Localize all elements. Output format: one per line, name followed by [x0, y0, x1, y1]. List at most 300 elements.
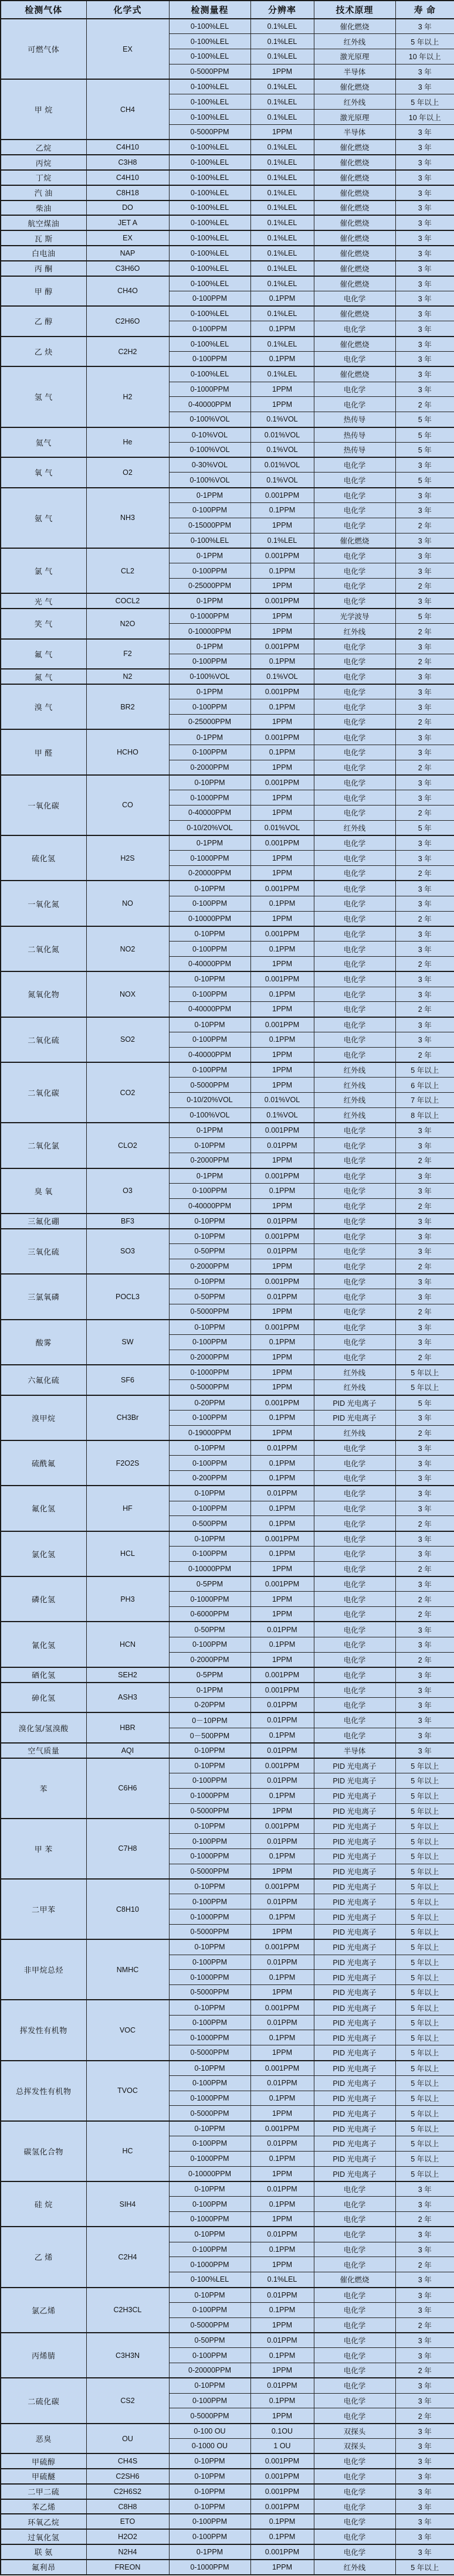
technology-cell: 电化学	[314, 593, 395, 609]
range-cell: 0-100%LEL	[169, 337, 250, 352]
range-cell: 0-10PPM	[169, 1214, 250, 1229]
technology-cell: PID 光电离子	[314, 1848, 395, 1864]
range-cell: 0-100PPM	[169, 745, 250, 760]
range-cell: 0-100PPM	[169, 1456, 250, 1471]
technology-cell: PID 光电离子	[314, 2061, 395, 2076]
lifespan-cell: 3 年	[395, 64, 454, 79]
resolution-cell: 0.001PPM	[250, 593, 314, 609]
gas-name-cell: 甲 醇	[1, 276, 86, 307]
gas-name-cell: 二甲二硫	[1, 2484, 86, 2499]
technology-cell: PID 光电离子	[314, 1410, 395, 1425]
resolution-cell: 1PPM	[250, 1350, 314, 1365]
header-technology: 技术原理	[314, 1, 395, 19]
gas-name-cell: 氢 气	[1, 366, 86, 427]
resolution-cell: 1PPM	[250, 2560, 314, 2575]
lifespan-cell: 5 年以上	[395, 2061, 454, 2076]
technology-cell: PID 光电离子	[314, 2091, 395, 2106]
formula-cell: POCL3	[86, 1274, 169, 1319]
gas-name-cell: 白电油	[1, 246, 86, 261]
range-cell: 0-10PPM	[169, 881, 250, 896]
formula-cell: SF6	[86, 1365, 169, 1395]
formula-cell: C8H10	[86, 1879, 169, 1939]
resolution-cell: 0.1PPM	[250, 1471, 314, 1486]
resolution-cell: 0.001PPM	[250, 729, 314, 745]
resolution-cell: 1PPM	[250, 866, 314, 881]
resolution-cell: 1PPM	[250, 1985, 314, 2000]
resolution-cell: 1PPM	[250, 790, 314, 806]
lifespan-cell: 3 年	[395, 19, 454, 34]
gas-name-cell: 甲 醛	[1, 729, 86, 774]
resolution-cell: 0.1PPM	[250, 563, 314, 579]
lifespan-cell: 3 年	[395, 896, 454, 911]
range-cell: 0-100PPM	[169, 503, 250, 518]
technology-cell: 电化学	[314, 1516, 395, 1531]
technology-cell: 电化学	[314, 2181, 395, 2197]
technology-cell: 电化学	[314, 1259, 395, 1274]
table-row	[1, 1683, 454, 1698]
table-row	[1, 427, 454, 443]
range-cell: 0-100PPM	[169, 1637, 250, 1652]
lifespan-cell: 3 年	[395, 563, 454, 579]
technology-cell: 电化学	[314, 1274, 395, 1289]
resolution-cell: 1PPM	[250, 2212, 314, 2227]
range-cell: 0-2000PPM	[169, 1652, 250, 1667]
gas-name-cell: 溴化氢/氢溴酸	[1, 1712, 86, 1743]
resolution-cell: 0.1PPM	[250, 942, 314, 957]
technology-cell: 电化学	[314, 473, 395, 488]
range-cell: 0-100PPM	[169, 699, 250, 715]
technology-cell: 电化学	[314, 775, 395, 790]
formula-cell: HCN	[86, 1622, 169, 1667]
formula-cell: C2H2	[86, 337, 169, 367]
range-cell: 0-100 OU	[169, 2424, 250, 2439]
lifespan-cell: 5 年以上	[395, 1788, 454, 1803]
range-cell: 0-5000PPM	[169, 1985, 250, 2000]
resolution-cell: 0.1%LEL	[250, 170, 314, 185]
resolution-cell: 0.1PPM	[250, 1788, 314, 1803]
gas-name-cell: 氯化氢	[1, 1531, 86, 1576]
technology-cell: 催化燃烧	[314, 215, 395, 230]
formula-cell: C8H8	[86, 2499, 169, 2514]
technology-cell: PID 光电离子	[314, 1879, 395, 1894]
gas-name-cell: 丁烷	[1, 170, 86, 185]
table-row	[1, 1879, 454, 1894]
technology-cell: 催化燃烧	[314, 185, 395, 200]
technology-cell: 电化学	[314, 2514, 395, 2529]
table-row	[1, 488, 454, 503]
resolution-cell: 1PPM	[250, 1380, 314, 1395]
formula-cell: BF3	[86, 1214, 169, 1229]
lifespan-cell: 3 年	[395, 684, 454, 699]
lifespan-cell: 2 年	[395, 1516, 454, 1531]
range-cell: 0-15000PPM	[169, 518, 250, 533]
range-cell: 0-100PPM	[169, 1334, 250, 1350]
header-lifespan: 寿 命	[395, 1, 454, 19]
lifespan-cell: 3 年	[395, 971, 454, 987]
resolution-cell: 0.001PPM	[250, 1758, 314, 1773]
range-cell: 0-1PPM	[169, 593, 250, 609]
resolution-cell: 0.1%VOL	[250, 1107, 314, 1123]
formula-cell: COCL2	[86, 593, 169, 609]
technology-cell: 电化学	[314, 654, 395, 669]
resolution-cell: 0.1%VOL	[250, 442, 314, 457]
gas-name-cell: 甲 烷	[1, 79, 86, 140]
technology-cell: 电化学	[314, 2288, 395, 2303]
lifespan-cell: 5 年	[395, 473, 454, 488]
range-cell: 0-100PPM	[169, 1546, 250, 1561]
technology-cell: 电化学	[314, 926, 395, 942]
table-row	[1, 2333, 454, 2348]
lifespan-cell: 3 年	[395, 366, 454, 382]
resolution-cell: 1PPM	[250, 2317, 314, 2333]
technology-cell: 半导体	[314, 125, 395, 140]
range-cell: 0-100PPM	[169, 2529, 250, 2544]
technology-cell: 光学波导	[314, 609, 395, 624]
lifespan-cell: 5 年以上	[395, 2091, 454, 2106]
lifespan-cell: 2 年	[395, 1002, 454, 1017]
lifespan-cell: 2 年	[395, 911, 454, 926]
technology-cell: PID 光电离子	[314, 1834, 395, 1849]
resolution-cell: 0.01PPM	[250, 2075, 314, 2091]
gas-name-cell: 氯 气	[1, 548, 86, 593]
resolution-cell: 0.1PPM	[250, 2030, 314, 2045]
resolution-cell: 0.01PPM	[250, 2181, 314, 2197]
table-row	[1, 170, 454, 185]
technology-cell: 电化学	[314, 866, 395, 881]
lifespan-cell: 5 年	[395, 1395, 454, 1411]
technology-cell: 电化学	[314, 1486, 395, 1501]
resolution-cell: 0.001PPM	[250, 1017, 314, 1032]
lifespan-cell: 3 年	[395, 548, 454, 563]
formula-cell: BR2	[86, 684, 169, 729]
formula-cell: CO2	[86, 1062, 169, 1123]
range-cell: 0-100%VOL	[169, 1107, 250, 1123]
resolution-cell: 0.1PPM	[250, 1183, 314, 1198]
technology-cell: 红外线	[314, 2560, 395, 2575]
lifespan-cell: 10 年以上	[395, 110, 454, 125]
resolution-cell: 0.001PPM	[250, 2121, 314, 2136]
resolution-cell: 0.1PPM	[250, 1032, 314, 1047]
range-cell: 0-40000PPM	[169, 397, 250, 412]
lifespan-cell: 3 年	[395, 1637, 454, 1652]
gas-name-cell: 六氟化硫	[1, 1365, 86, 1395]
gas-name-cell: 瓦 斯	[1, 230, 86, 246]
gas-name-cell: 硫酰氟	[1, 1440, 86, 1486]
resolution-cell: 0.01PPM	[250, 2227, 314, 2242]
lifespan-cell: 5 年以上	[395, 2560, 454, 2575]
technology-cell: 电化学	[314, 2197, 395, 2212]
resolution-cell: 1PPM	[250, 1002, 314, 1017]
lifespan-cell: 3 年	[395, 170, 454, 185]
technology-cell: 催化燃烧	[314, 366, 395, 382]
table-row	[1, 2544, 454, 2560]
formula-cell: N2	[86, 669, 169, 684]
resolution-cell: 1PPM	[250, 715, 314, 730]
table-row	[1, 609, 454, 624]
lifespan-cell: 2 年	[395, 1259, 454, 1274]
formula-cell: NOX	[86, 971, 169, 1017]
formula-cell: O2	[86, 457, 169, 488]
gas-name-cell: 溴 气	[1, 684, 86, 729]
table-row	[1, 1939, 454, 1955]
technology-cell: PID 光电离子	[314, 2000, 395, 2015]
lifespan-cell: 5 年以上	[395, 34, 454, 49]
lifespan-cell: 3 年	[395, 881, 454, 896]
range-cell: 0-100%LEL	[169, 155, 250, 170]
lifespan-cell: 3 年	[395, 1501, 454, 1516]
range-cell: 0-100PPM	[169, 1501, 250, 1516]
resolution-cell: 0.001PPM	[250, 2499, 314, 2514]
range-cell: 0-10000PPM	[169, 624, 250, 639]
resolution-cell: 0.1%LEL	[250, 246, 314, 261]
resolution-cell: 0.001PPM	[250, 1123, 314, 1138]
technology-cell: 电化学	[314, 488, 395, 503]
range-cell: 0-100PPM	[169, 1062, 250, 1078]
range-cell: 0-100%LEL	[169, 261, 250, 276]
gas-name-cell: 苯乙烯	[1, 2499, 86, 2514]
technology-cell: 电化学	[314, 457, 395, 473]
technology-cell: PID 光电离子	[314, 1864, 395, 1879]
range-cell: 0-20PPM	[169, 1395, 250, 1411]
lifespan-cell: 5 年以上	[395, 2000, 454, 2015]
gas-name-cell: 三氧化硫	[1, 1229, 86, 1274]
lifespan-cell: 2 年	[395, 1198, 454, 1214]
resolution-cell: 0.1PPM	[250, 699, 314, 715]
lifespan-cell: 5 年以上	[395, 1970, 454, 1985]
range-cell: 0-100PPM	[169, 987, 250, 1002]
resolution-cell: 1PPM	[250, 2166, 314, 2181]
resolution-cell: 0.001PPM	[250, 775, 314, 790]
resolution-cell: 0.1%LEL	[250, 34, 314, 49]
resolution-cell: 0.001PPM	[250, 639, 314, 654]
technology-cell: 电化学	[314, 851, 395, 866]
technology-cell: 电化学	[314, 639, 395, 654]
range-cell: 0-100PPM	[169, 291, 250, 306]
range-cell: 0-100%VOL	[169, 412, 250, 427]
range-cell: 0-200PPM	[169, 1471, 250, 1486]
technology-cell: PID 光电离子	[314, 1894, 395, 1909]
lifespan-cell: 3 年	[395, 306, 454, 321]
lifespan-cell: 3 年	[395, 337, 454, 352]
lifespan-cell: 2 年	[395, 397, 454, 412]
table-row	[1, 1576, 454, 1592]
resolution-cell: 1PPM	[250, 2106, 314, 2121]
gas-name-cell: 环氧乙烷	[1, 2514, 86, 2529]
lifespan-cell: 3 年	[395, 729, 454, 745]
resolution-cell: 0.001PPM	[250, 1683, 314, 1698]
resolution-cell: 0.1%LEL	[250, 337, 314, 352]
resolution-cell: 0.01PPM	[250, 2015, 314, 2030]
formula-cell: JET A	[86, 215, 169, 230]
gas-name-cell: 二氧化碳	[1, 1062, 86, 1123]
technology-cell: 电化学	[314, 2484, 395, 2499]
range-cell: 0－10PPM	[169, 1712, 250, 1728]
table-row	[1, 835, 454, 851]
resolution-cell: 0.001PPM	[250, 1168, 314, 1184]
resolution-cell: 0.01PPM	[250, 1214, 314, 1229]
lifespan-cell: 7 年以上	[395, 1093, 454, 1108]
technology-cell: 电化学	[314, 1712, 395, 1728]
technology-cell: 电化学	[314, 2378, 395, 2393]
technology-cell: 电化学	[314, 1229, 395, 1244]
technology-cell: 电化学	[314, 2393, 395, 2408]
gas-name-cell: 恶臭	[1, 2424, 86, 2454]
range-cell: 0-10PPM	[169, 2453, 250, 2469]
lifespan-cell: 3 年	[395, 1032, 454, 1047]
lifespan-cell: 5 年以上	[395, 1848, 454, 1864]
lifespan-cell: 3 年	[395, 1334, 454, 1350]
lifespan-cell: 5 年以上	[395, 1380, 454, 1395]
lifespan-cell: 3 年	[395, 1410, 454, 1425]
lifespan-cell: 5 年以上	[395, 2136, 454, 2152]
resolution-cell: 0.01PPM	[250, 1712, 314, 1728]
lifespan-cell: 3 年	[395, 699, 454, 715]
range-cell: 0-5000PPM	[169, 2408, 250, 2424]
formula-cell: TVOC	[86, 2061, 169, 2121]
table-row	[1, 306, 454, 321]
lifespan-cell: 3 年	[395, 2378, 454, 2393]
range-cell: 0-100%LEL	[169, 276, 250, 291]
lifespan-cell: 5 年以上	[395, 2045, 454, 2061]
formula-cell: C3H6O	[86, 261, 169, 276]
range-cell: 0-5PPM	[169, 1667, 250, 1683]
formula-cell: C6H6	[86, 1758, 169, 1819]
range-cell: 0-2000PPM	[169, 1259, 250, 1274]
range-cell: 0-1000PPM	[169, 2212, 250, 2227]
range-cell: 0-10PPM	[169, 926, 250, 942]
resolution-cell: 0.01PPM	[250, 1697, 314, 1712]
range-cell: 0-1000PPM	[169, 1848, 250, 1864]
range-cell: 0-100%LEL	[169, 94, 250, 110]
lifespan-cell: 5 年以上	[395, 1864, 454, 1879]
gas-name-cell: 空气质量	[1, 1743, 86, 1758]
formula-cell: EX	[86, 230, 169, 246]
lifespan-cell: 5 年以上	[395, 1909, 454, 1925]
range-cell: 0-10PPM	[169, 2227, 250, 2242]
resolution-cell: 0.001PPM	[250, 488, 314, 503]
technology-cell: 红外线	[314, 1380, 395, 1395]
range-cell: 0-1000PPM	[169, 2560, 250, 2575]
lifespan-cell: 3 年	[395, 1683, 454, 1698]
gas-name-cell: 柴油	[1, 200, 86, 216]
resolution-cell: 1PPM	[250, 2045, 314, 2061]
technology-cell: 电化学	[314, 1153, 395, 1168]
technology-cell: 催化燃烧	[314, 533, 395, 548]
gas-name-cell: 氟 气	[1, 639, 86, 670]
lifespan-cell: 2 年	[395, 805, 454, 820]
lifespan-cell: 2 年	[395, 2212, 454, 2227]
table-row	[1, 2484, 454, 2499]
resolution-cell: 0.01PPM	[250, 2378, 314, 2393]
gas-name-cell: 非甲烷总烃	[1, 1939, 86, 2000]
formula-cell: PH3	[86, 1576, 169, 1622]
resolution-cell: 0.1PPM	[250, 1516, 314, 1531]
resolution-cell: 0.001PPM	[250, 1667, 314, 1683]
technology-cell: 电化学	[314, 1138, 395, 1153]
range-cell: 0-40000PPM	[169, 805, 250, 820]
range-cell: 0-1PPM	[169, 729, 250, 745]
lifespan-cell: 5 年以上	[395, 2015, 454, 2030]
lifespan-cell: 3 年	[395, 155, 454, 170]
formula-cell: H2S	[86, 835, 169, 881]
resolution-cell: 0.1%VOL	[250, 473, 314, 488]
range-cell: 0-1PPM	[169, 639, 250, 654]
lifespan-cell: 3 年	[395, 2197, 454, 2212]
technology-cell: 电化学	[314, 1531, 395, 1547]
lifespan-cell: 3 年	[395, 835, 454, 851]
lifespan-cell: 3 年	[395, 1667, 454, 1683]
technology-cell: 电化学	[314, 1017, 395, 1032]
range-cell: 0-10PPM	[169, 2378, 250, 2393]
range-cell: 0-50PPM	[169, 1289, 250, 1304]
resolution-cell: 1PPM	[250, 397, 314, 412]
resolution-cell: 0.01PPM	[250, 1244, 314, 1259]
technology-cell: PID 光电离子	[314, 2151, 395, 2166]
technology-cell: 电化学	[314, 760, 395, 775]
table-row	[1, 1062, 454, 1078]
range-cell: 0-10PPM	[169, 1440, 250, 1456]
range-cell: 0-10PPM	[169, 1743, 250, 1758]
resolution-cell: 1PPM	[250, 1592, 314, 1607]
range-cell: 0-10PPM	[169, 775, 250, 790]
technology-cell: 电化学	[314, 669, 395, 684]
technology-cell: 电化学	[314, 1501, 395, 1516]
resolution-cell: 0.1PPM	[250, 1848, 314, 1864]
technology-cell: 红外线	[314, 94, 395, 110]
gas-name-cell: 挥发性有机物	[1, 2000, 86, 2060]
lifespan-cell: 2 年	[395, 2317, 454, 2333]
resolution-cell: 0.1PPM	[250, 2302, 314, 2317]
resolution-cell: 0.1PPM	[250, 2151, 314, 2166]
table-row	[1, 2061, 454, 2076]
lifespan-cell: 3 年	[395, 352, 454, 367]
resolution-cell: 0.01PPM	[250, 1955, 314, 1970]
technology-cell: 电化学	[314, 1728, 395, 1743]
technology-cell: PID 光电离子	[314, 2045, 395, 2061]
gas-name-cell: 汽 油	[1, 185, 86, 200]
lifespan-cell: 3 年	[395, 2544, 454, 2560]
lifespan-cell: 3 年	[395, 2484, 454, 2499]
table-row	[1, 457, 454, 473]
technology-cell: 电化学	[314, 729, 395, 745]
header-range: 检测量程	[169, 1, 250, 19]
resolution-cell: 0.1PPM	[250, 1728, 314, 1743]
range-cell: 0-5000PPM	[169, 64, 250, 79]
resolution-cell: 0.001PPM	[250, 2061, 314, 2076]
table-row	[1, 261, 454, 276]
technology-cell: 激光原理	[314, 110, 395, 125]
gas-name-cell: 磷化氢	[1, 1576, 86, 1622]
technology-cell: 电化学	[314, 2408, 395, 2424]
table-body	[1, 19, 454, 2575]
formula-cell: CL2	[86, 548, 169, 593]
lifespan-cell: 5 年	[395, 427, 454, 443]
lifespan-cell: 3 年	[395, 2529, 454, 2544]
range-cell: 0-100PPM	[169, 896, 250, 911]
technology-cell: 电化学	[314, 321, 395, 337]
technology-cell: 电化学	[314, 2544, 395, 2560]
lifespan-cell: 5 年以上	[395, 1894, 454, 1909]
gas-name-cell: 丙 酮	[1, 261, 86, 276]
resolution-cell: 1PPM	[250, 911, 314, 926]
formula-cell: N2H4	[86, 2544, 169, 2560]
technology-cell: 电化学	[314, 1183, 395, 1198]
resolution-cell: 0.1%LEL	[250, 533, 314, 548]
range-cell: 0-1000PPM	[169, 2151, 250, 2166]
resolution-cell: 0.001PPM	[250, 2484, 314, 2499]
range-cell: 0-100PPM	[169, 1032, 250, 1047]
resolution-cell: 0.1%LEL	[250, 155, 314, 170]
